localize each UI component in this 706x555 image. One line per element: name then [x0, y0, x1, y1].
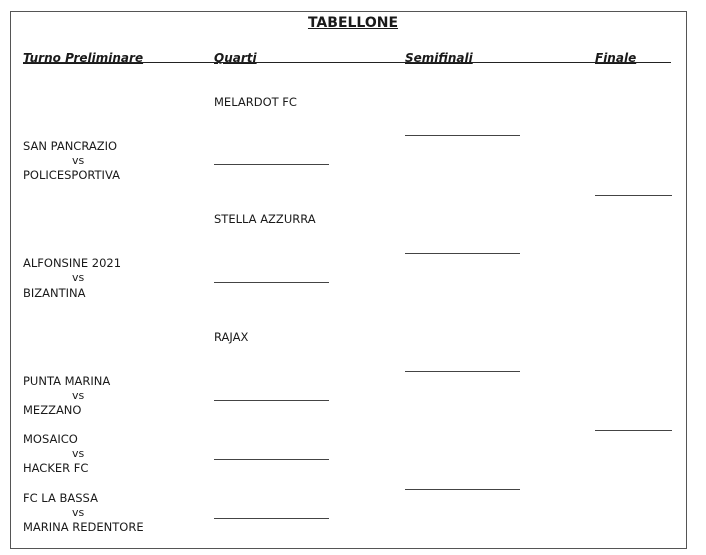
quarter-seed: RAJAX	[214, 330, 249, 344]
header-quarters: Quarti	[214, 51, 257, 65]
page-title: TABELLONE	[307, 15, 399, 31]
semifinal-blank-line	[405, 371, 520, 372]
final-blank-line	[595, 195, 672, 196]
semifinal-blank-line	[405, 135, 520, 136]
match-vs: vs	[72, 389, 85, 402]
header-divider	[23, 62, 671, 63]
match-vs: vs	[72, 271, 85, 284]
bracket-frame	[10, 11, 687, 549]
quarter-seed: STELLA AZZURRA	[214, 212, 316, 226]
match-team-b: HACKER FC	[23, 461, 89, 475]
header-preliminary: Turno Preliminare	[23, 51, 144, 65]
match-team-a: ALFONSINE 2021	[23, 256, 122, 270]
match-vs: vs	[72, 506, 85, 519]
match-team-b: POLICESPORTIVA	[23, 168, 120, 182]
match-team-b: MARINA REDENTORE	[23, 520, 144, 534]
match-vs: vs	[72, 447, 85, 460]
quarter-blank-line	[214, 459, 329, 460]
semifinal-blank-line	[405, 489, 520, 490]
match-team-a: PUNTA MARINA	[23, 374, 111, 388]
quarter-blank-line	[214, 518, 329, 519]
match-team-a: MOSAICO	[23, 432, 78, 446]
quarter-blank-line	[214, 400, 329, 401]
quarter-blank-line	[214, 164, 329, 165]
match-team-a: FC LA BASSA	[23, 491, 98, 505]
quarter-blank-line	[214, 282, 329, 283]
semifinal-blank-line	[405, 253, 520, 254]
quarter-seed: MELARDOT FC	[214, 95, 297, 109]
match-vs: vs	[72, 154, 85, 167]
match-team-b: MEZZANO	[23, 403, 82, 417]
header-final: Finale	[595, 51, 637, 65]
final-blank-line	[595, 430, 672, 431]
header-semis: Semifinali	[405, 51, 473, 65]
match-team-b: BIZANTINA	[23, 286, 86, 300]
match-team-a: SAN PANCRAZIO	[23, 139, 118, 153]
